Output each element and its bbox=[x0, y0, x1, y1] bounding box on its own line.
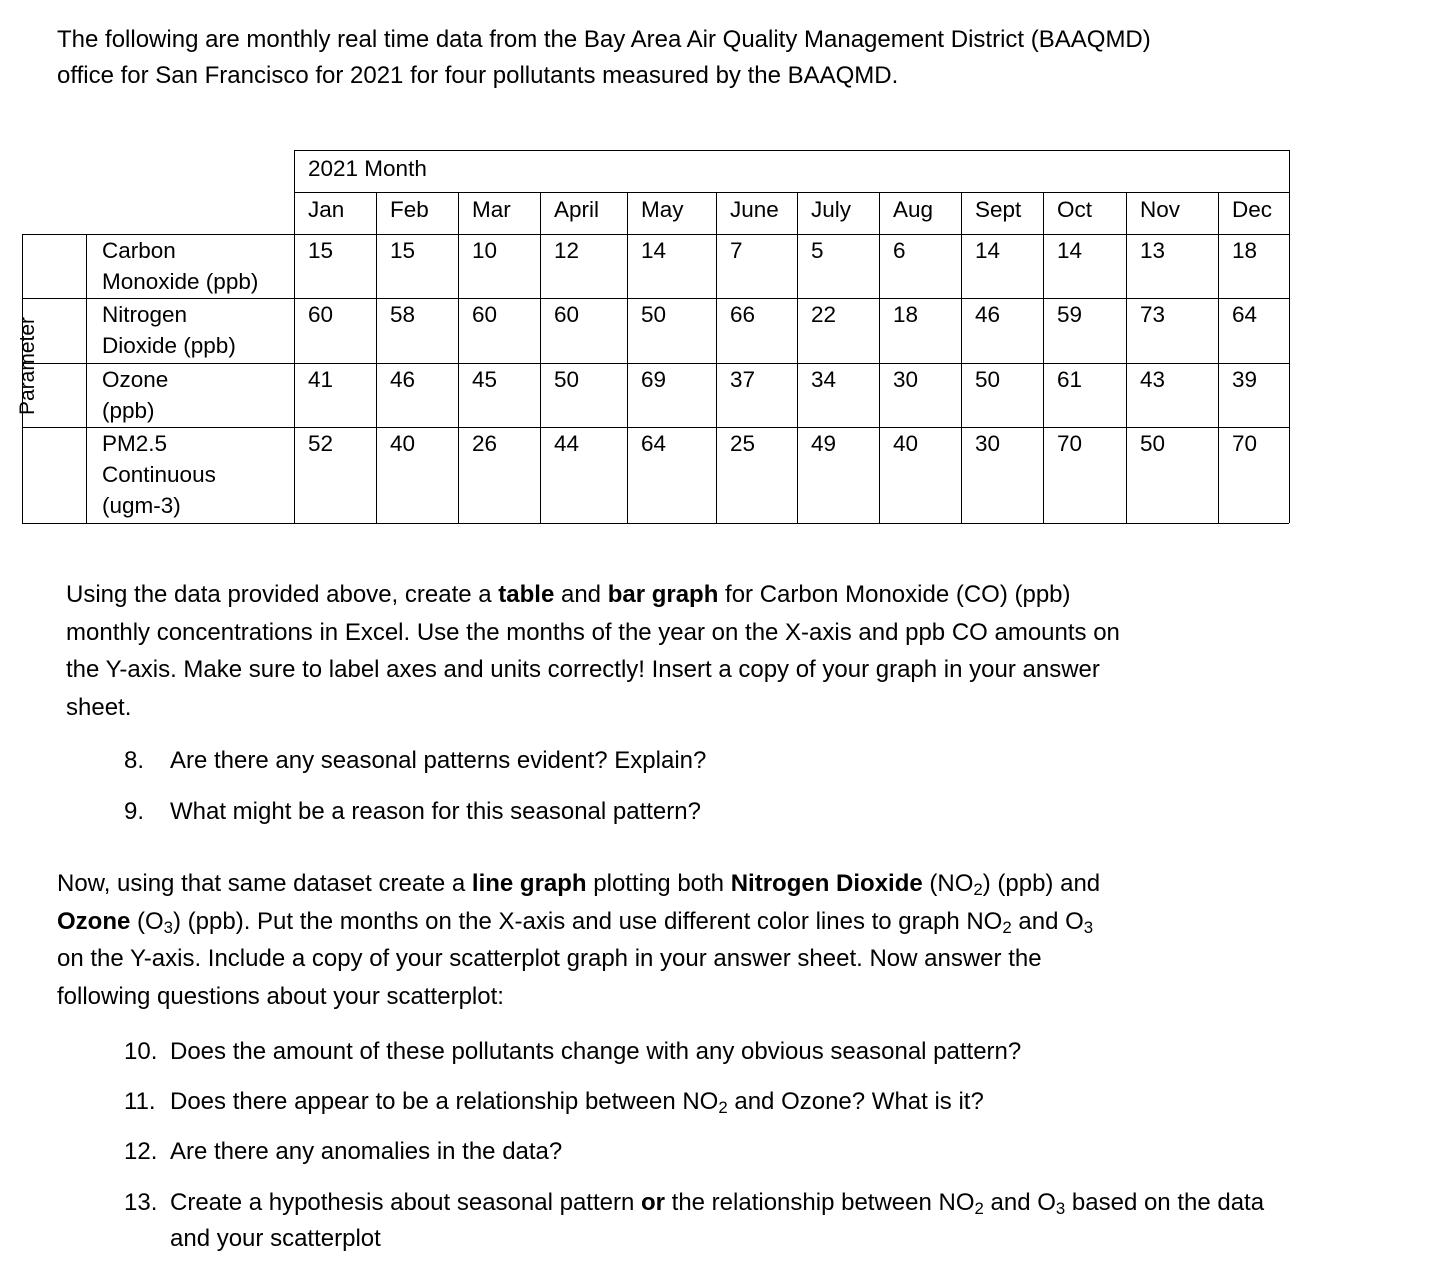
table-cell: 18 bbox=[1232, 238, 1258, 263]
table-cell: 43 bbox=[1140, 367, 1166, 392]
table-border bbox=[294, 150, 1289, 151]
table-border bbox=[458, 192, 459, 523]
table-border bbox=[1218, 192, 1219, 523]
month-header-july: July bbox=[811, 197, 852, 222]
table-cell: 60 bbox=[308, 302, 334, 327]
table-cell: 46 bbox=[975, 302, 1001, 327]
table-cell: 50 bbox=[975, 367, 1001, 392]
table-cell: 61 bbox=[1057, 367, 1083, 392]
row-label: Ozone (ppb) bbox=[102, 367, 169, 423]
table-cell: 34 bbox=[811, 367, 837, 392]
table-cell: 46 bbox=[390, 367, 416, 392]
table-cell: 59 bbox=[1057, 302, 1083, 327]
month-header-may: May bbox=[641, 197, 684, 222]
line-graph-instructions: Now, using that same dataset create a line graph plotting both Nitrogen Dioxide $(NO_2)$ (ppb) and Ozone $(O_3)$ (ppb). Put the months on the X-axis and use different color lines to graph $NO_2$ and $O_3$ on the Y-axis. Include a copy of your scatterplot graph in your answer sheet. Now answer the following questions about your scatterplot: bbox=[57, 870, 1101, 1010]
table-cell: 15 bbox=[390, 238, 416, 263]
table-border bbox=[22, 523, 1289, 524]
intro-line-1: The following are monthly real time data from the Bay Area Air Quality Management District (BAAQMD) bbox=[57, 26, 1151, 53]
table-cell: 70 bbox=[1232, 431, 1258, 456]
table-border bbox=[86, 234, 87, 523]
table-cell: 25 bbox=[730, 431, 756, 456]
table-cell: 14 bbox=[1057, 238, 1083, 263]
row-label: PM2.5 Continuous (ugm-3) bbox=[102, 431, 216, 518]
table-cell: 37 bbox=[730, 367, 756, 392]
table-cell: 50 bbox=[554, 367, 580, 392]
table-cell: 73 bbox=[1140, 302, 1166, 327]
intro-line-2: office for San Francisco for 2021 for four pollutants measured by the BAAQMD. bbox=[57, 62, 899, 89]
table-cell: 40 bbox=[390, 431, 416, 456]
table-cell: 50 bbox=[1140, 431, 1166, 456]
table-cell: 66 bbox=[730, 302, 756, 327]
month-header-oct: Oct bbox=[1057, 197, 1093, 222]
table-cell: 6 bbox=[893, 238, 906, 263]
table-cell: 30 bbox=[975, 431, 1001, 456]
month-header-jan: Jan bbox=[308, 197, 345, 222]
table-border bbox=[1043, 192, 1044, 523]
table-border bbox=[627, 192, 628, 523]
table-cell: 49 bbox=[811, 431, 837, 456]
month-header-mar: Mar bbox=[472, 197, 511, 222]
table-border bbox=[1289, 150, 1290, 523]
month-header-sept: Sept bbox=[975, 197, 1022, 222]
table-cell: 58 bbox=[390, 302, 416, 327]
table-cell: 45 bbox=[472, 367, 498, 392]
row-label: Nitrogen Dioxide (ppb) bbox=[102, 302, 236, 358]
table-cell: 5 bbox=[811, 238, 824, 263]
bar-graph-instructions: Using the data provided above, create a table and bar graph for Carbon Monoxide (CO) (ppb) monthly concentrations in Excel. Use the months of the year on the X-axis and ppb CO amounts on the Y-axis. Make sure to label axes and units correctly! Insert a copy of your graph in your answer sheet. bbox=[66, 581, 1120, 721]
table-cell: 15 bbox=[308, 238, 334, 263]
table-cell: 40 bbox=[893, 431, 919, 456]
parameter-label: Parameter bbox=[16, 316, 39, 416]
intro-text bbox=[57, 22, 1397, 94]
table-border bbox=[716, 192, 717, 523]
month-header-april: April bbox=[554, 197, 600, 222]
table-cell: 18 bbox=[893, 302, 919, 327]
table-cell: 30 bbox=[893, 367, 919, 392]
table-cell: 52 bbox=[308, 431, 334, 456]
table-border bbox=[294, 150, 295, 523]
table-cell: 41 bbox=[308, 367, 334, 392]
table-cell: 7 bbox=[730, 238, 743, 263]
table-border bbox=[879, 192, 880, 523]
table-border bbox=[1126, 192, 1127, 523]
month-header-dec: Dec bbox=[1232, 197, 1273, 222]
table-cell: 60 bbox=[472, 302, 498, 327]
month-header-feb: Feb bbox=[390, 197, 429, 222]
table-cell: 10 bbox=[472, 238, 498, 263]
table-cell: 44 bbox=[554, 431, 580, 456]
table-border bbox=[294, 192, 1289, 193]
table-border bbox=[540, 192, 541, 523]
pollutant-data-table bbox=[22, 150, 1289, 523]
row-label: Carbon Monoxide (ppb) bbox=[102, 238, 259, 294]
table-cell: 12 bbox=[554, 238, 580, 263]
table-cell: 39 bbox=[1232, 367, 1258, 392]
table-cell: 64 bbox=[641, 431, 667, 456]
table-cell: 14 bbox=[641, 238, 667, 263]
month-header-june: June bbox=[730, 197, 779, 222]
month-header-nov: Nov bbox=[1140, 197, 1181, 222]
table-header-title: 2021 Month bbox=[308, 156, 427, 181]
table-border bbox=[797, 192, 798, 523]
table-cell: 50 bbox=[641, 302, 667, 327]
table-border bbox=[376, 192, 377, 523]
table-cell: 13 bbox=[1140, 238, 1166, 263]
table-cell: 64 bbox=[1232, 302, 1258, 327]
table-cell: 70 bbox=[1057, 431, 1083, 456]
month-header-aug: Aug bbox=[893, 197, 934, 222]
table-cell: 69 bbox=[641, 367, 667, 392]
table-cell: 60 bbox=[554, 302, 580, 327]
table-cell: 14 bbox=[975, 238, 1001, 263]
table-cell: 22 bbox=[811, 302, 837, 327]
table-cell: 26 bbox=[472, 431, 498, 456]
table-border bbox=[961, 192, 962, 523]
